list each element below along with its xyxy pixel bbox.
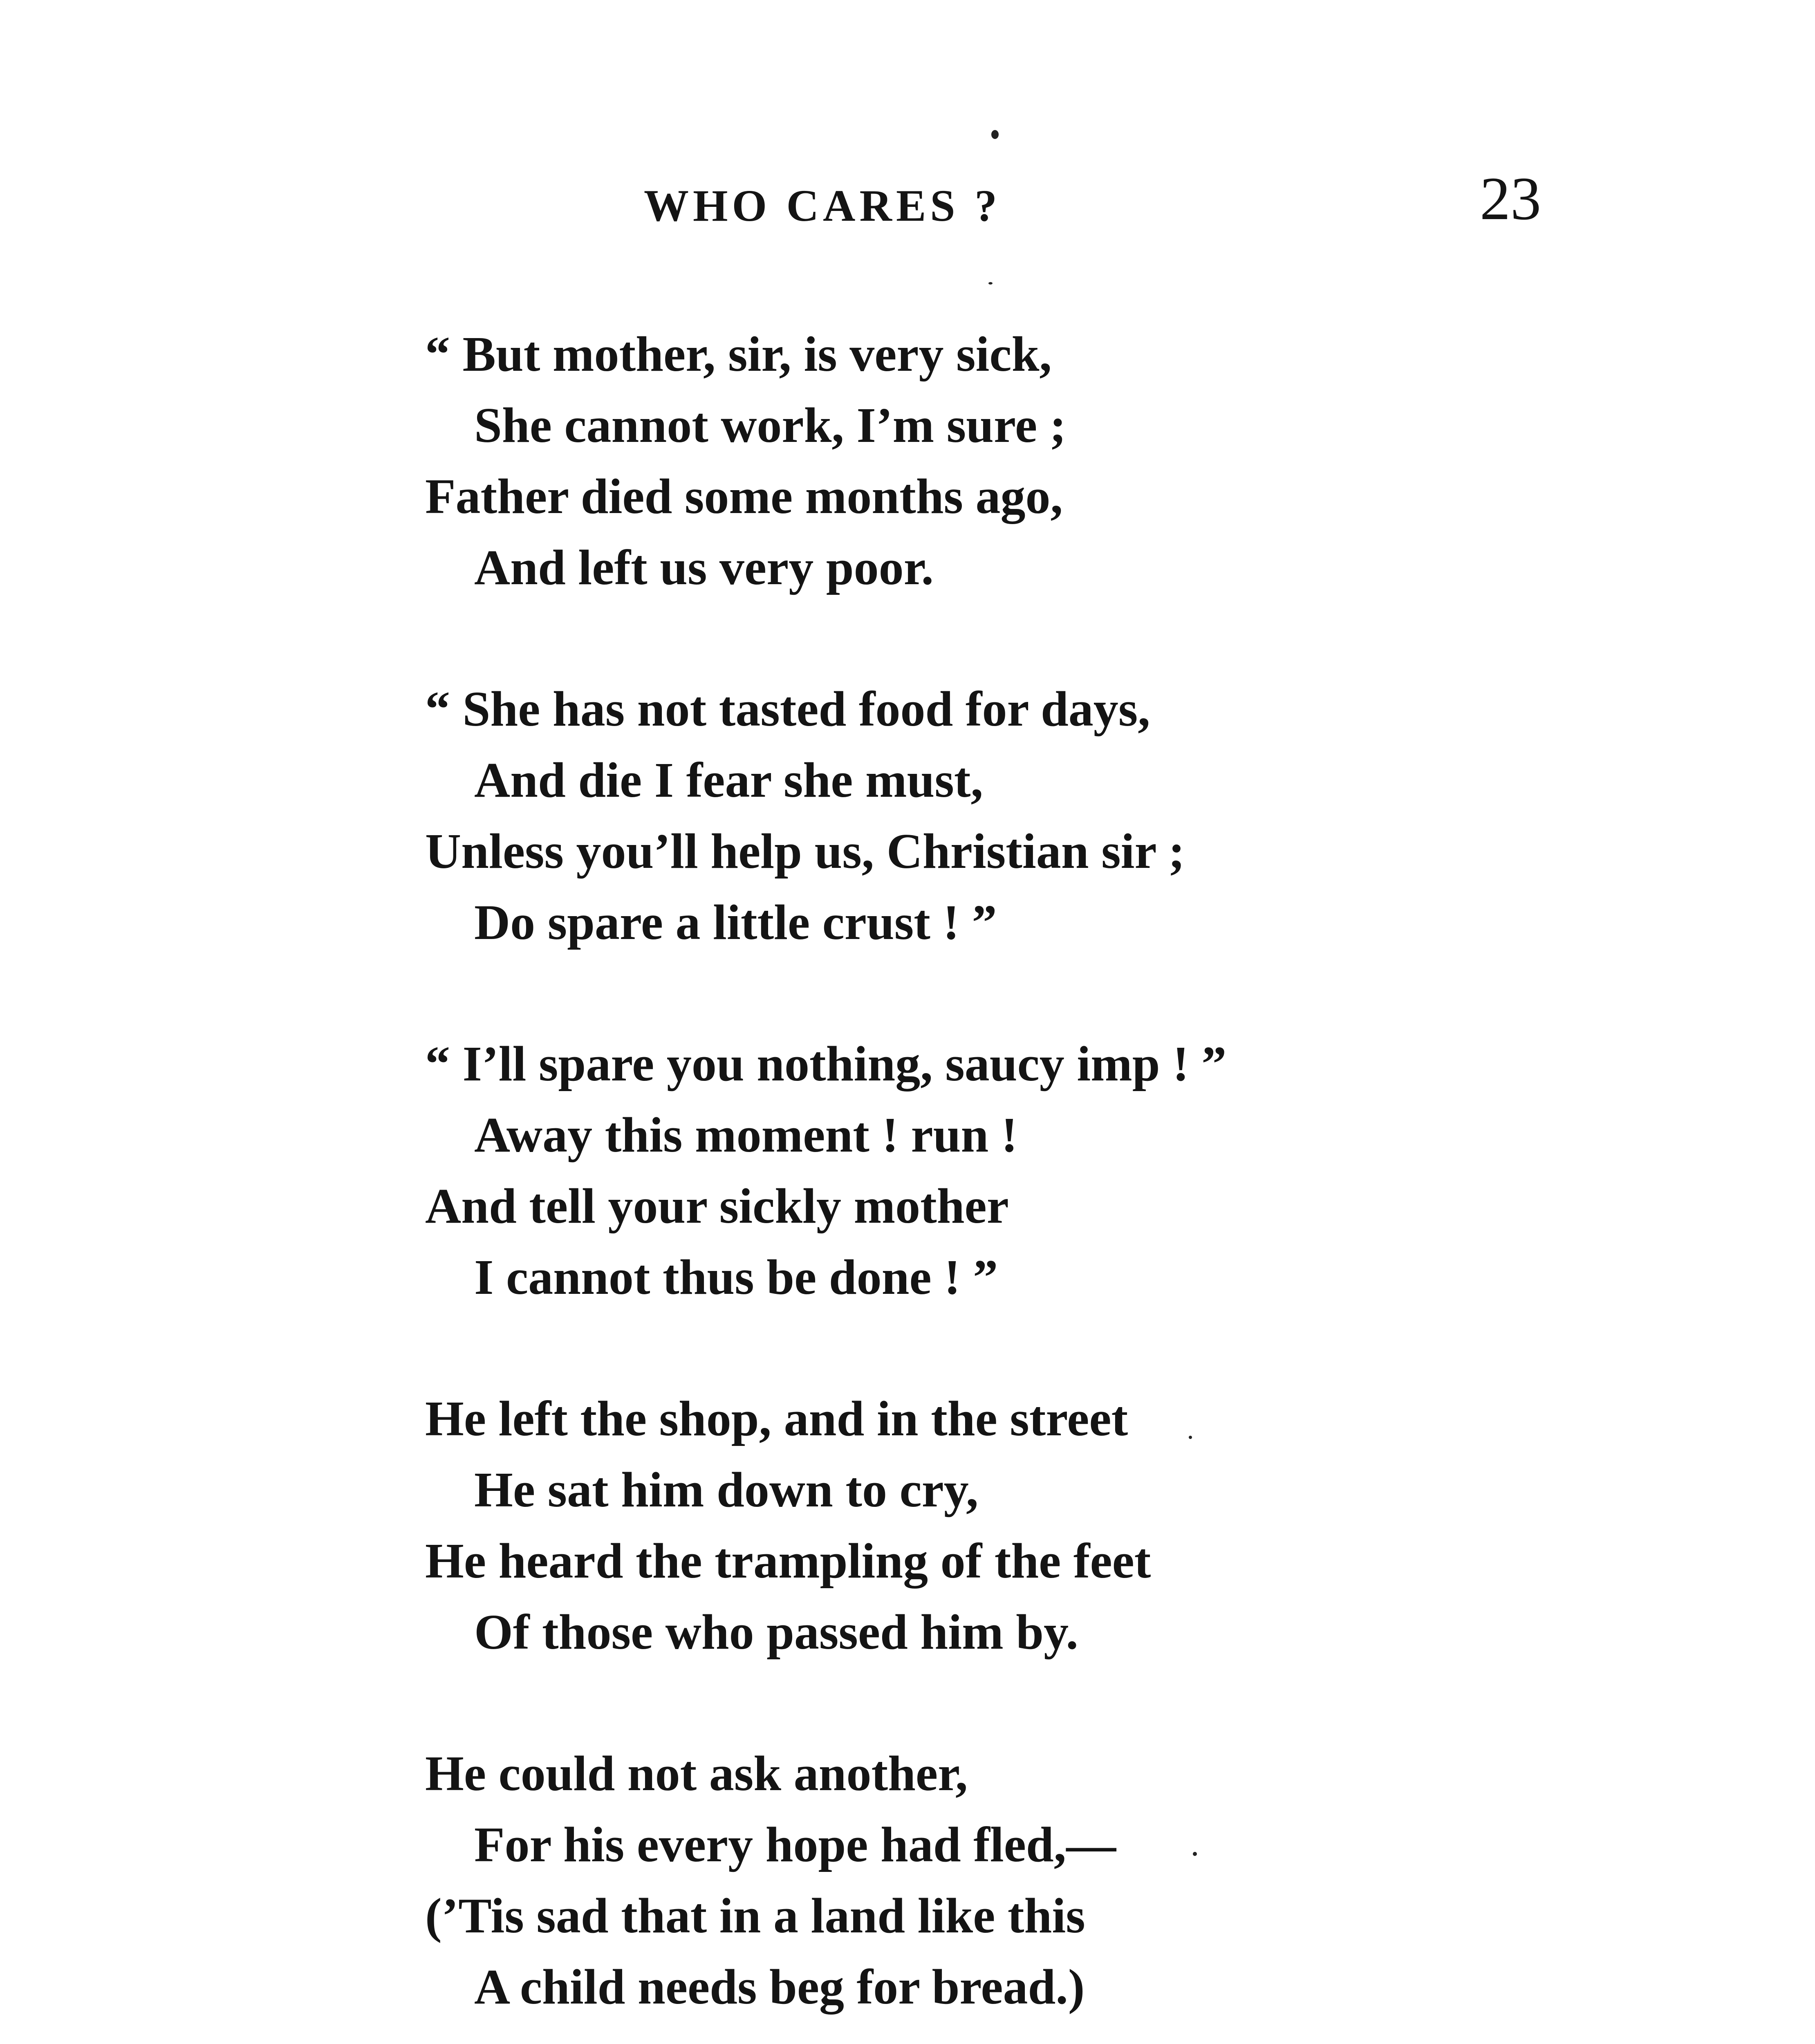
verse-line: For his every hope had fled,—	[474, 1817, 1116, 1872]
verse-line: “ She has not tasted food for days,	[425, 681, 1150, 737]
poem	[425, 319, 1651, 2044]
verse-line: He left the shop, and in the street	[425, 1391, 1128, 1446]
verse-line: And tell your sickly mother	[425, 1179, 1009, 1234]
stanza	[425, 674, 1651, 958]
verse-line: A child needs beg for bread.)	[474, 1959, 1085, 2015]
stanza	[425, 319, 1651, 603]
verse-line: “ But mother, sir, is very sick,	[425, 327, 1052, 382]
verse-line: Away this moment ! run !	[474, 1107, 1018, 1163]
verse-line: Do spare a little crust ! ”	[474, 895, 997, 950]
ink-speck	[988, 282, 993, 285]
verse-line: He heard the trampling of the feet	[425, 1533, 1151, 1589]
verse-line: “ I’ll spare you nothing, saucy imp ! ”	[425, 1036, 1227, 1091]
verse-line: Of those who passed him by.	[474, 1605, 1078, 1660]
verse-line: (’Tis sad that in a land like this	[425, 1888, 1085, 1943]
stanza	[425, 1029, 1651, 1313]
stanza	[425, 1738, 1651, 2023]
running-title: WHO CARES ?	[644, 181, 1001, 231]
verse-line: And left us very poor.	[474, 540, 934, 595]
verse-line: I cannot thus be done ! ”	[474, 1250, 998, 1305]
ink-speck	[991, 130, 999, 139]
verse-line: He sat him down to cry,	[474, 1462, 979, 1517]
stanza	[425, 1383, 1651, 1668]
verse-line: And die I fear she must,	[474, 753, 983, 808]
page-number: 23	[1480, 165, 1541, 233]
verse-line: Father died some months ago,	[425, 469, 1063, 524]
verse-line: Unless you’ll help us, Christian sir ;	[425, 824, 1185, 879]
verse-line: He could not ask another,	[425, 1746, 968, 1801]
verse-line: She cannot work, I’m sure ;	[474, 398, 1067, 453]
